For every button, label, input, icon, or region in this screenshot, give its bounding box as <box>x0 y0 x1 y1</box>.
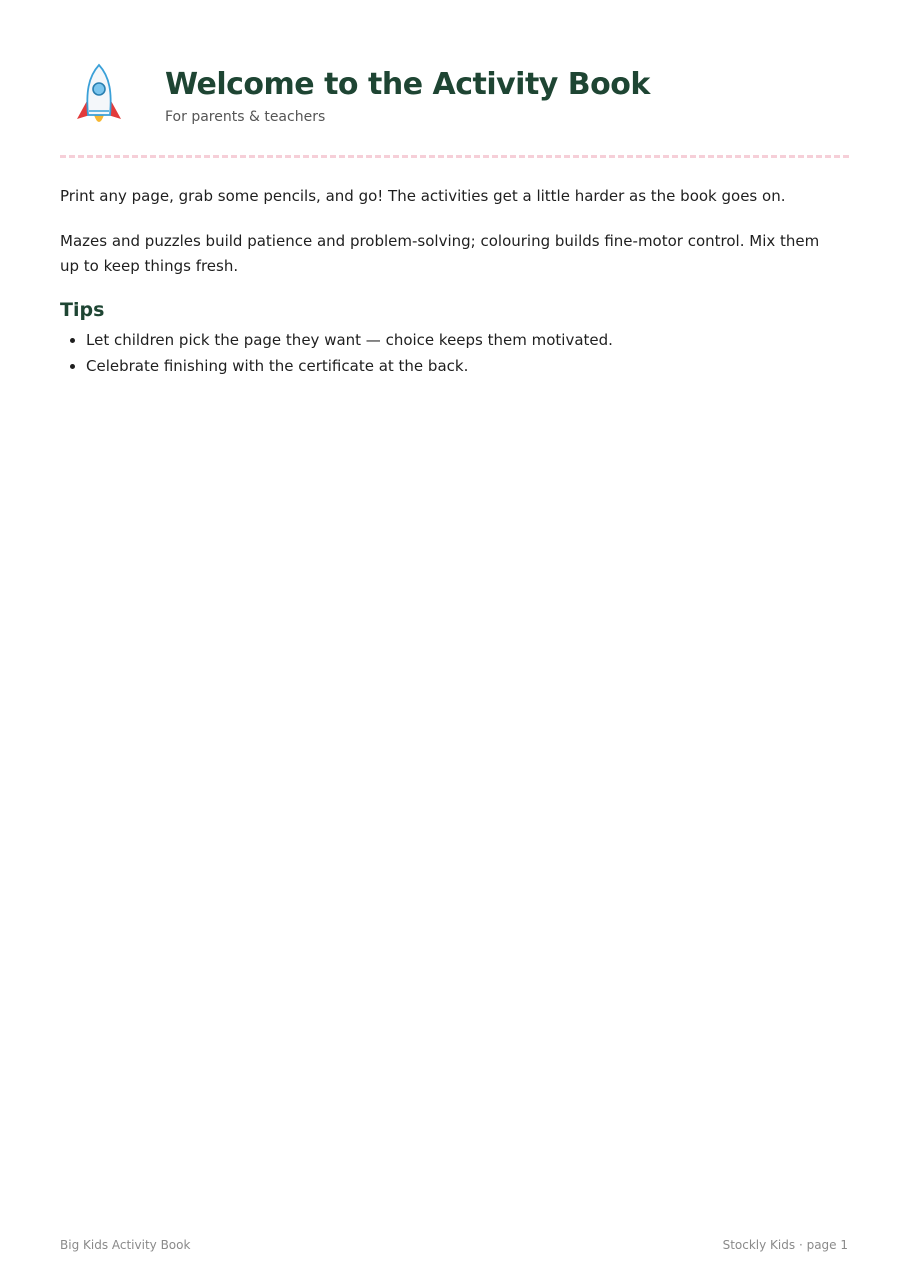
tips-list <box>60 327 835 379</box>
page-subtitle: For parents & teachers <box>165 109 326 125</box>
main-content <box>60 184 835 379</box>
rocket-icon <box>74 63 124 129</box>
list-item: • Celebrate finishing with the certificate at the back. <box>86 353 835 379</box>
footer-book-title: Big Kids Activity Book <box>60 1238 191 1252</box>
footer-page-number: Stockly Kids · page 1 <box>722 1238 848 1252</box>
page-title: Welcome to the Activity Book <box>165 67 650 102</box>
benefits-paragraph: Mazes and puzzles build patience and problem-solving; colouring builds fine-motor control. Mix them up to keep things fresh. <box>60 232 820 275</box>
intro-paragraph: Print any page, grab some pencils, and go! The activities get a little harder as the book goes on. <box>60 187 786 205</box>
page-header <box>60 55 849 135</box>
tips-heading: Tips <box>60 299 105 321</box>
list-item: • Let children pick the page they want — choice keeps them motivated. <box>86 327 835 353</box>
dashed-divider <box>60 155 849 158</box>
